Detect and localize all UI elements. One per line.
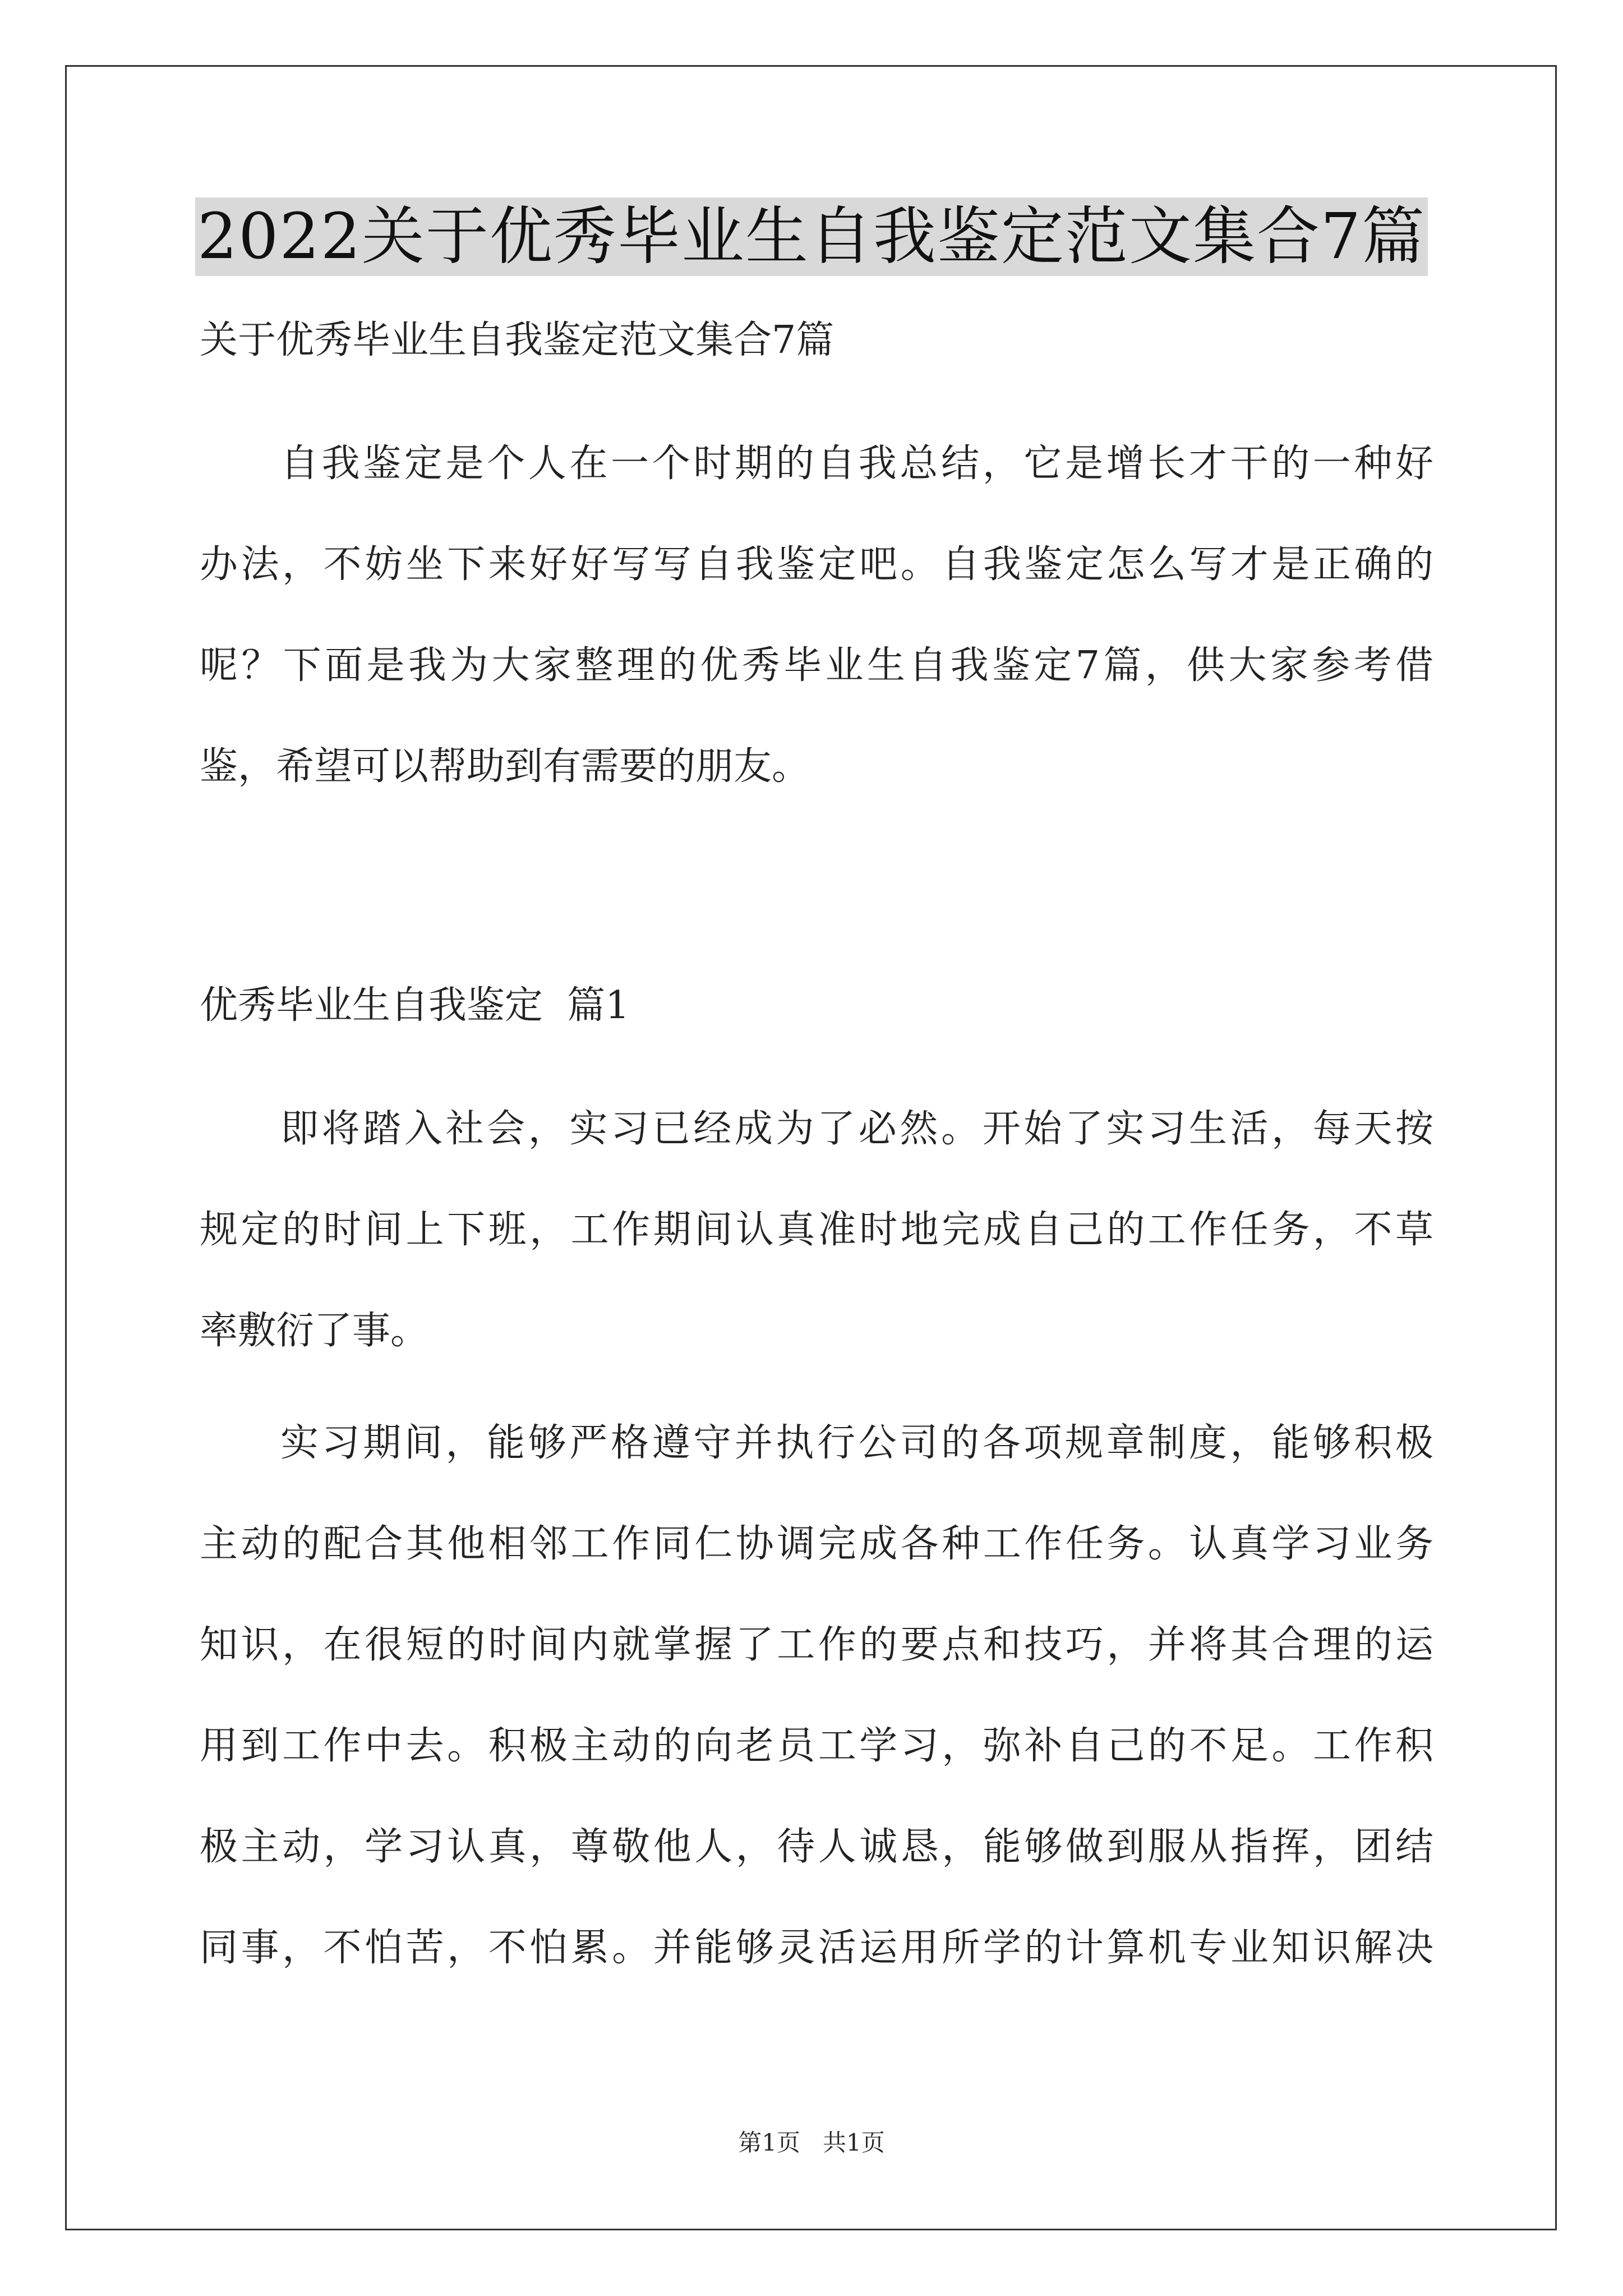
paragraph-line: 知识，在很短的时间内就掌握了工作的要点和技巧，并将其合理的运 — [200, 1623, 1433, 1667]
document-title: 2022关于优秀毕业生自我鉴定范文集合7篇 — [195, 197, 1428, 276]
title-container — [0, 197, 1623, 276]
page-number: 第1页 — [738, 2129, 800, 2156]
paragraph-line: 规定的时间上下班，工作期间认真准时地完成自己的工作任务，不草 — [200, 1208, 1433, 1252]
paragraph-line: 实习期间，能够严格遵守并执行公司的各项规章制度，能够积极 — [280, 1421, 1433, 1465]
paragraph-line: 极主动，学习认真，尊敬他人，待人诚恳，能够做到服从指挥，团结 — [200, 1825, 1433, 1869]
intro-line: 自我鉴定是个人在一个时期的自我总结，它是增长才干的一种好 — [280, 441, 1433, 486]
document-subtitle: 关于优秀毕业生自我鉴定范文集合7篇 — [200, 318, 834, 362]
paragraph-line: 同事，不怕苦，不怕累。并能够灵活运用所学的计算机专业知识解决 — [200, 1926, 1433, 1970]
intro-line: 办法，不妨坐下来好好写写自我鉴定吧。自我鉴定怎么写才是正确的 — [200, 542, 1433, 587]
page-footer — [0, 2126, 1623, 2160]
intro-line: 鉴，希望可以帮助到有需要的朋友。 — [200, 744, 810, 789]
paragraph-line: 主动的配合其他相邻工作同仁协调完成各种工作任务。认真学习业务 — [200, 1522, 1433, 1566]
paragraph-line: 率敷衍了事。 — [200, 1309, 429, 1353]
paragraph-line: 用到工作中去。积极主动的向老员工学习，弥补自己的不足。工作积 — [200, 1724, 1433, 1768]
section-heading: 优秀毕业生自我鉴定 篇1 — [200, 983, 630, 1028]
paragraph-line: 即将踏入社会，实习已经成为了必然。开始了实习生活，每天按 — [280, 1107, 1433, 1151]
page-total: 共1页 — [823, 2129, 885, 2156]
intro-line: 呢？下面是我为大家整理的优秀毕业生自我鉴定7篇，供大家参考借 — [200, 643, 1433, 688]
